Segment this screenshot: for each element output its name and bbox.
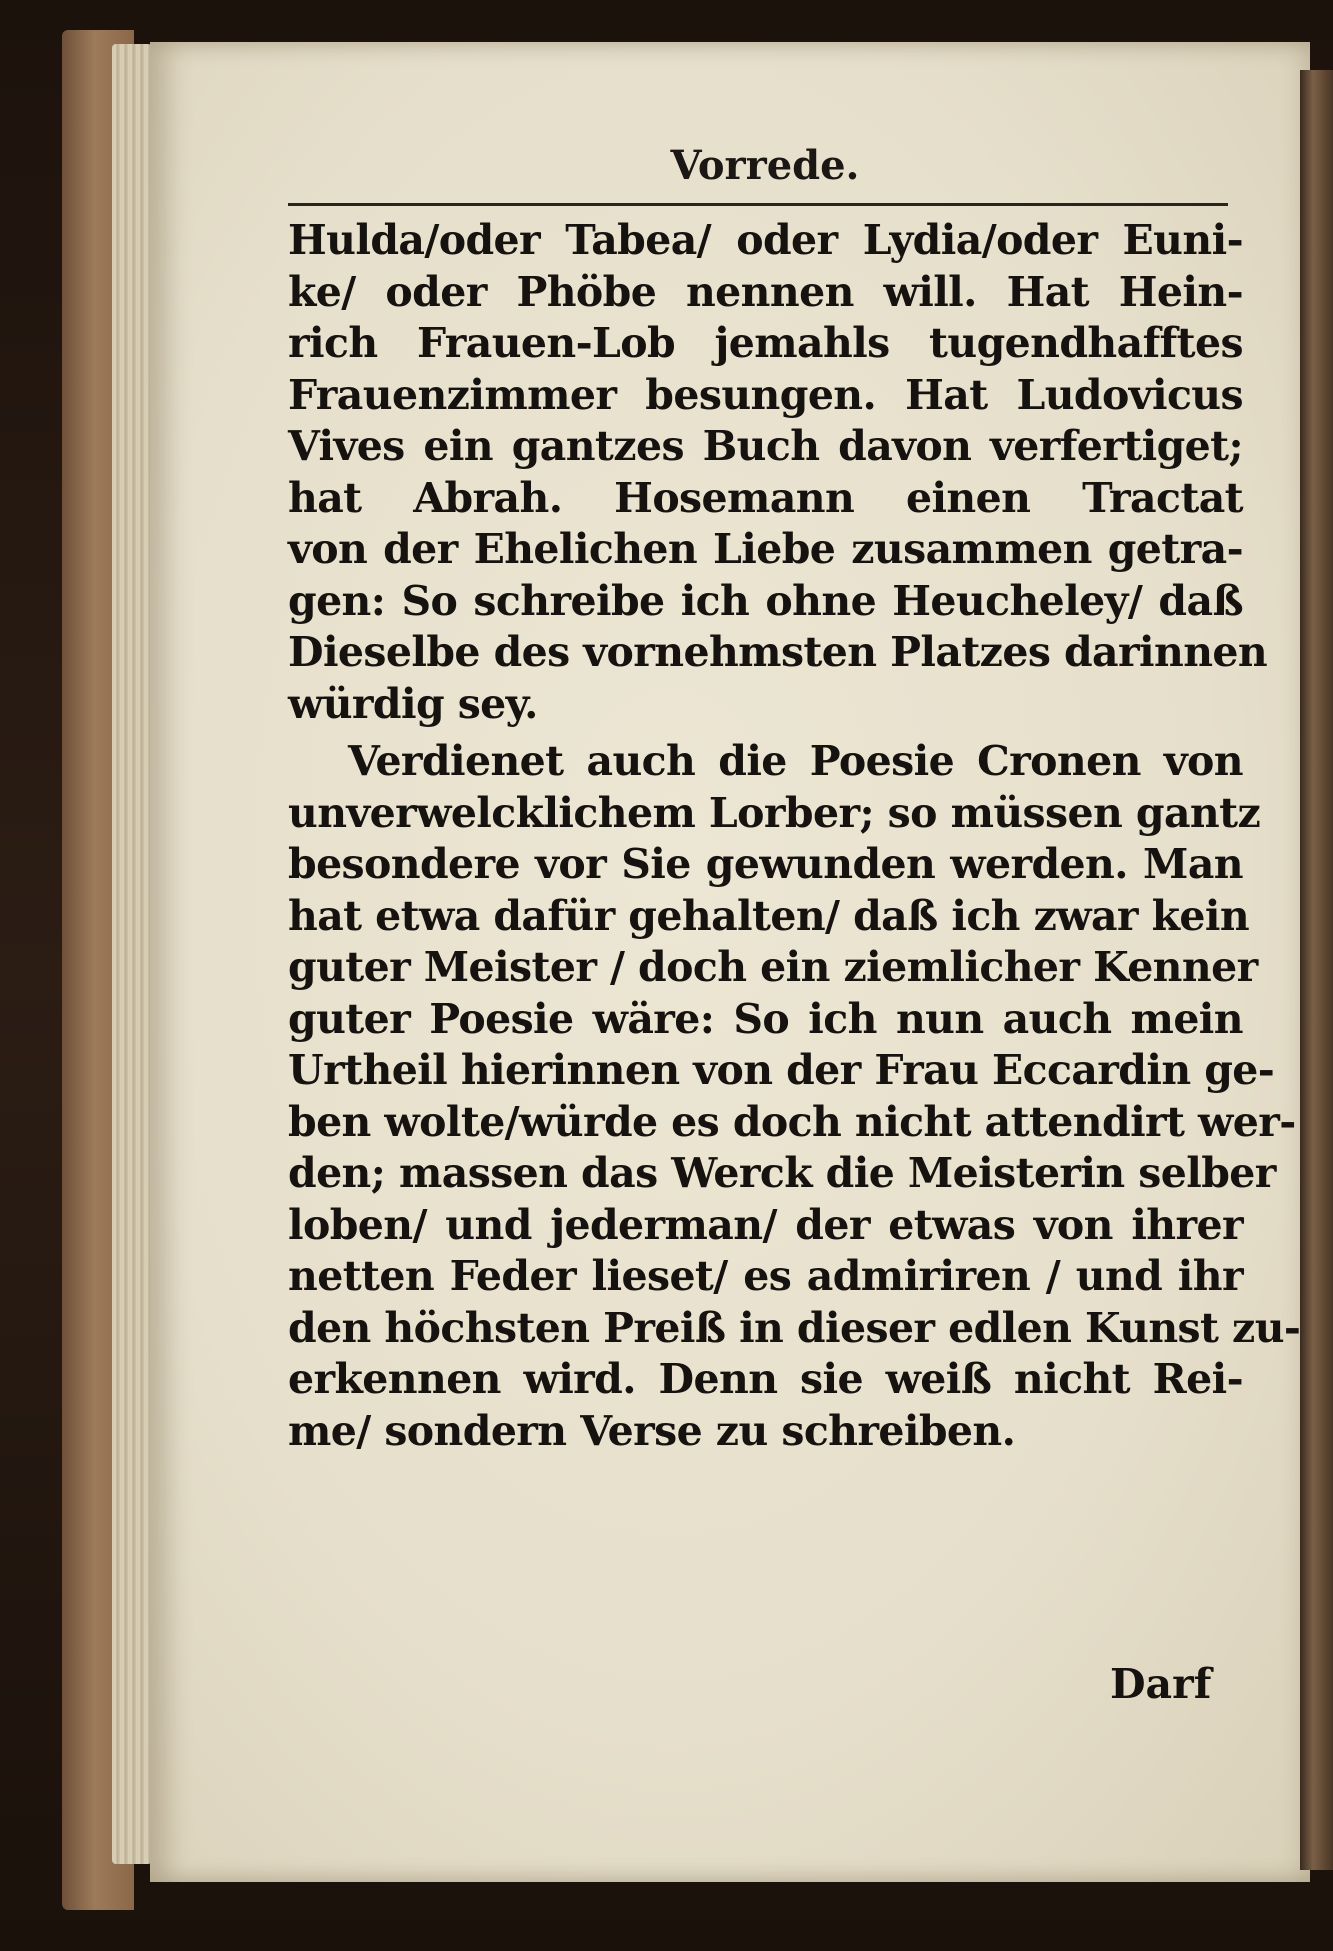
catchword: Darf bbox=[1110, 1660, 1212, 1708]
body-text bbox=[288, 215, 1301, 1457]
text-line: den; massen das Werck die Meisterin selber bbox=[288, 1149, 1276, 1197]
text-line: guter Meister / doch ein ziemlicher Kenner bbox=[288, 943, 1258, 991]
text-line: hat etwa dafür gehalten/ daß ich zwar kein bbox=[288, 891, 1250, 940]
text-line: rich Frauen-Lob jemahls tugendhafftes bbox=[288, 319, 1243, 367]
text-line: Hulda/oder Tabea/ oder Lydia/oder Euni- bbox=[288, 216, 1243, 264]
text-line: Vives ein gantzes Buch davon verfertiget; bbox=[288, 422, 1243, 470]
text-line: unverwelcklichem Lorber; so müssen gantz bbox=[288, 788, 1261, 837]
facing-page-edge bbox=[1300, 70, 1333, 1870]
text-line: ben wolte/würde es doch nicht attendirt wer- bbox=[288, 1097, 1296, 1146]
text-line: me/ sondern Verse zu schreiben. bbox=[288, 1406, 1016, 1455]
text-line: ke/ oder Phöbe nennen will. Hat Hein- bbox=[288, 267, 1243, 316]
text-line: erkennen wird. Denn sie weiß nicht Rei- bbox=[288, 1355, 1243, 1403]
text-line: Frauenzimmer besungen. Hat Ludovicus bbox=[288, 370, 1243, 419]
text-line: netten Feder lieset/ es admiriren / und ihr bbox=[288, 1252, 1243, 1300]
text-line: guter Poesie wäre: So ich nun auch mein bbox=[288, 994, 1243, 1043]
text-line: hat Abrah. Hosemann einen Tractat bbox=[288, 473, 1243, 522]
text-line: Urtheil hierinnen von der Frau Eccardin ge- bbox=[288, 1046, 1275, 1094]
text-line: loben/ und jederman/ der etwas von ihrer bbox=[288, 1200, 1243, 1249]
text-line: Dieselbe des vornehmsten Platzes darinnen bbox=[288, 628, 1268, 676]
text-line: Verdienet auch die Poesie Cronen von bbox=[348, 737, 1243, 785]
text-line: den höchsten Preiß in dieser edlen Kunst zu- bbox=[288, 1303, 1301, 1352]
text-line: würdig sey. bbox=[288, 679, 538, 728]
header-rule bbox=[288, 203, 1228, 206]
paragraph-1 bbox=[288, 215, 1268, 730]
text-line: von der Ehelichen Liebe zusammen getra- bbox=[288, 525, 1243, 573]
text-line: besondere vor Sie gewunden werden. Man bbox=[288, 840, 1243, 888]
text-line: gen: So schreibe ich ohne Heucheley/ daß bbox=[288, 576, 1243, 625]
paragraph-2 bbox=[288, 736, 1301, 1457]
running-header: Vorrede. bbox=[670, 142, 860, 189]
page-stack-edge bbox=[112, 44, 152, 1864]
